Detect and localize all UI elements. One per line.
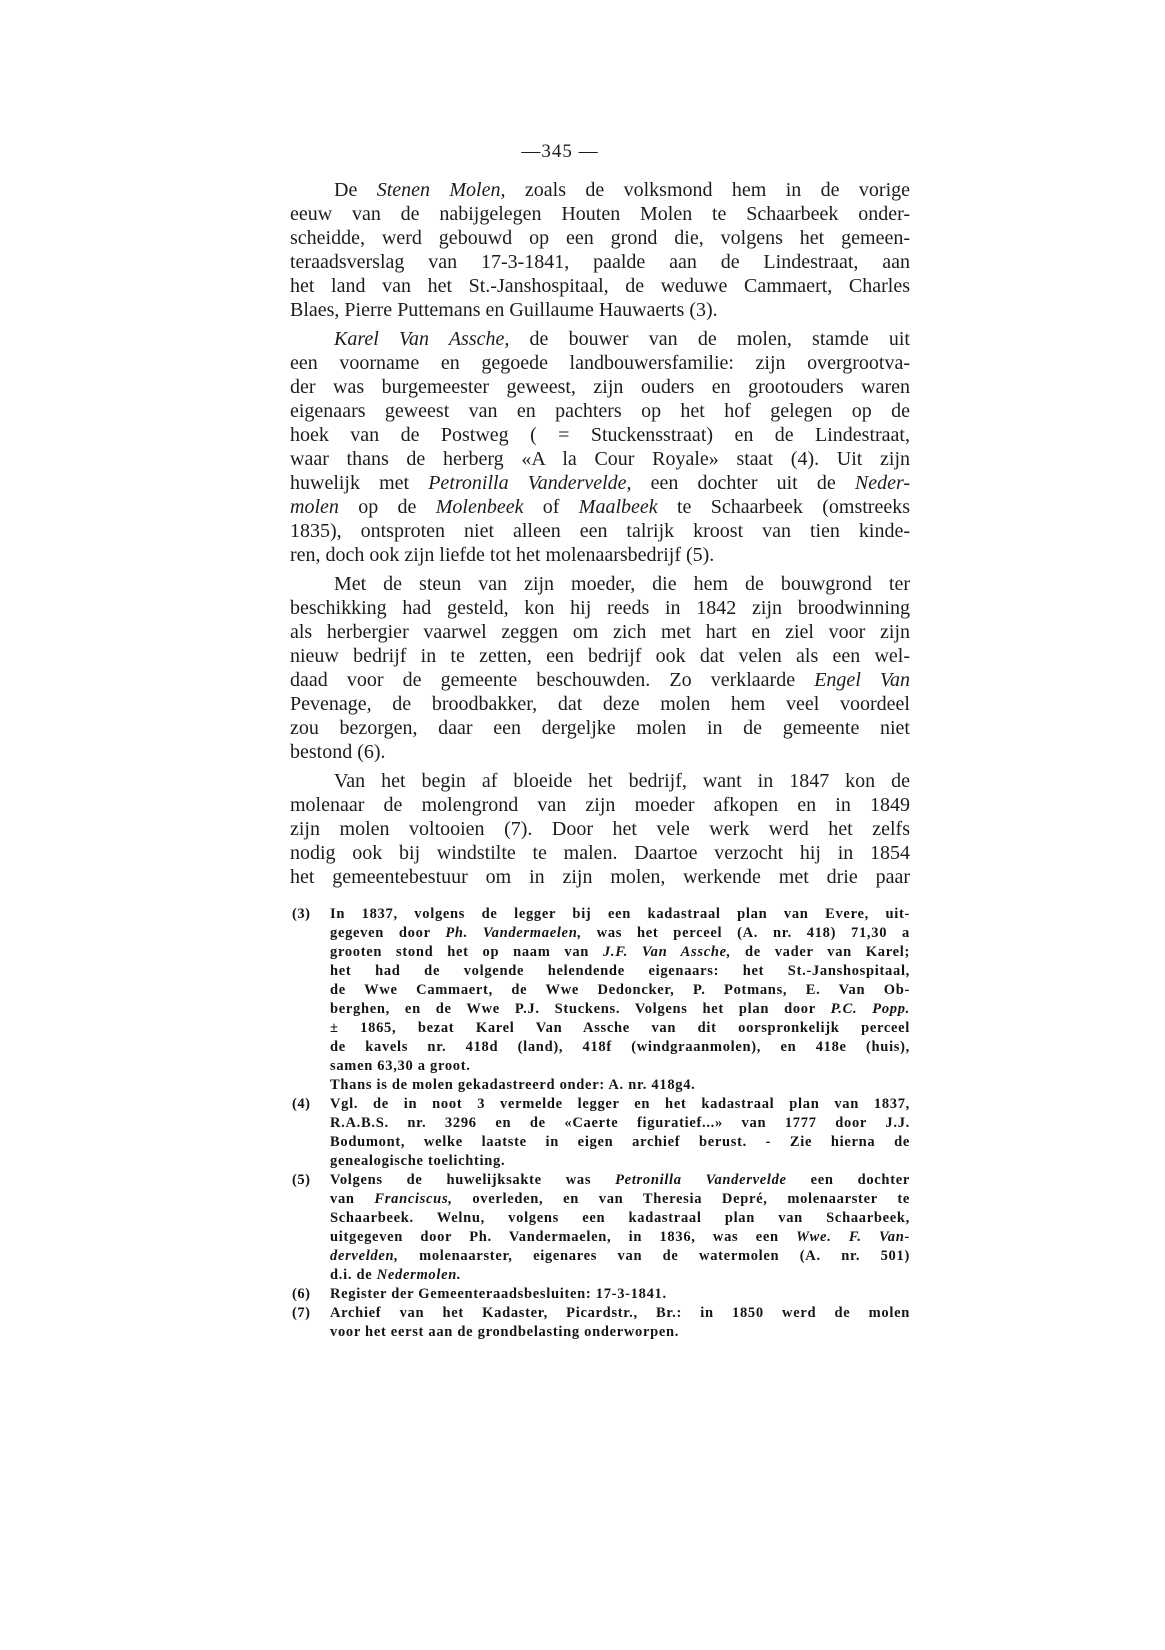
footnote-marker: (6)	[292, 1286, 311, 1302]
footnote-line: Register der Gemeenteraadsbesluiten: 17-3-1841.	[330, 1286, 667, 1302]
text-run: berghen, en de Wwe P.J. Stuckens. Volgens het plan door	[330, 1001, 831, 1017]
footnote-line	[330, 1247, 910, 1266]
footnote-line: de kavels nr. 418d (land), 418f (windgraanmolen), en 418e (huis),	[330, 1039, 910, 1055]
footnote-line: Bodumont, welke laatste in eigen archief berust. - Zie hierna de	[330, 1134, 910, 1150]
emphasis: Neder-	[854, 472, 910, 494]
emphasis: Stenen Molen,	[376, 179, 506, 201]
text-line: hoek van de Postweg ( = Stuckensstraat) en de Lindestraat,	[290, 424, 910, 446]
text-run: op de	[338, 496, 436, 518]
text-line	[290, 327, 910, 351]
text-line: Blaes, Pierre Puttemans en Guillaume Hauwaerts (3).	[290, 299, 718, 321]
footnote-3	[292, 905, 910, 1095]
emphasis: Petronilla Vandervelde	[615, 1172, 787, 1188]
emphasis: Maalbeek	[578, 496, 658, 518]
footnote-line: ± 1865, bezat Karel Van Assche van dit oorspronkelijk perceel	[330, 1020, 910, 1036]
emphasis: Ph. Vandermaelen,	[445, 925, 582, 941]
text-line	[290, 668, 910, 692]
page-number: —345 —	[521, 141, 599, 162]
emphasis: Nedermolen.	[376, 1267, 462, 1283]
text-run: Volgens de huwelijksakte was	[330, 1172, 616, 1188]
text-line: waar thans de herberg «A la Cour Royale» staat (4). Uit zijn	[290, 448, 910, 470]
text-line: als herbergier vaarwel zeggen om zich met hart en ziel voor zijn	[290, 621, 910, 643]
text-run: overleden, en van Theresia Depré, molenaarster te	[452, 1191, 910, 1207]
text-run: een dochter	[786, 1172, 910, 1188]
footnote-line: In 1837, volgens de legger bij een kadastraal plan van Evere, uit-	[330, 906, 910, 922]
footnote-line: voor het eerst aan de grondbelasting onderworpen.	[330, 1324, 680, 1340]
text-run: zoals de volksmond hem in de vorige	[505, 179, 911, 201]
footnote-line: R.A.B.S. nr. 3296 en de «Caerte figuratief...» van 1777 door J.J.	[330, 1115, 910, 1131]
text-run: uitgegeven door Ph. Vandermaelen, in 1836, was een	[330, 1229, 797, 1245]
text-line: zijn molen voltooien (7). Door het vele werk werd het zelfs	[290, 818, 910, 840]
emphasis: J.F. Van Assche,	[602, 944, 732, 960]
text-run: daad voor de gemeente beschouwden. Zo verklaarde	[290, 669, 815, 691]
text-run: d.i. de	[330, 1267, 377, 1283]
footnote-line: Archief van het Kadaster, Picardstr., Br.: in 1850 werd de molen	[330, 1305, 910, 1321]
footnote-line: de Wwe Cammaert, de Wwe Dedoncker, P. Potmans, E. Van Ob-	[330, 982, 910, 998]
text-run: De	[334, 179, 377, 201]
footnote-5	[292, 1171, 910, 1285]
paragraph	[290, 769, 910, 889]
text-line: Pevenage, de broodbakker, dat deze molen hem veel voordeel	[290, 693, 910, 715]
text-line: bestond (6).	[290, 741, 386, 763]
emphasis: dervelden,	[330, 1248, 399, 1264]
text-line	[290, 471, 910, 495]
text-run: de bouwer van de molen, stamde uit	[509, 328, 910, 350]
emphasis: Molenbeek	[435, 496, 524, 518]
text-line: eigenaars geweest van en pachters op het hof gelegen op de	[290, 400, 910, 422]
footnote-line	[330, 924, 910, 943]
footnote-line: samen 63,30 a groot.	[330, 1058, 471, 1074]
footnote-marker: (7)	[292, 1305, 311, 1321]
footnote-6	[292, 1285, 910, 1304]
footnote-marker: (4)	[292, 1096, 311, 1112]
text-line: ren, doch ook zijn liefde tot het molenaarsbedrijf (5).	[290, 544, 715, 566]
text-line: nodig ook bij windstilte te malen. Daartoe verzocht hij in 1854	[290, 842, 910, 864]
text-run: een dochter uit de	[631, 472, 855, 494]
text-line: zou bezorgen, daar een dergeljke molen in de gemeente niet	[290, 717, 910, 739]
text-run: de vader van Karel;	[731, 944, 910, 960]
emphasis: Karel Van Assche,	[334, 328, 510, 350]
text-run: of	[523, 496, 579, 518]
emphasis: Franciscus,	[374, 1191, 453, 1207]
text-line: het land van het St.-Janshospitaal, de weduwe Cammaert, Charles	[290, 275, 910, 297]
text-run: huwelijk met	[290, 472, 429, 494]
text-run: molenaarster, eigenares van de watermolen (A. nr. 501)	[398, 1248, 910, 1264]
footnote-7	[292, 1304, 910, 1342]
text-line: eeuw van de nabijgelegen Houten Molen te Schaarbeek onder-	[290, 203, 910, 225]
footnote-marker: (5)	[292, 1172, 311, 1188]
text-run: was het perceel (A. nr. 418) 71,30 a	[581, 925, 910, 941]
text-line	[290, 495, 910, 519]
footnotes	[292, 905, 910, 1342]
footnote-line	[330, 1228, 910, 1247]
paragraph	[290, 327, 910, 567]
emphasis: Engel Van	[814, 669, 910, 691]
text-line: Van het begin af bloeide het bedrijf, want in 1847 kon de	[334, 770, 910, 792]
paragraph	[290, 178, 910, 322]
text-line: beschikking had gesteld, kon hij reeds in 1842 zijn broodwinning	[290, 597, 910, 619]
text-line: nieuw bedrijf in te zetten, een bedrijf ook dat velen als een wel-	[290, 645, 910, 667]
emphasis: molen	[290, 496, 339, 518]
footnote-line: genealogische toelichting.	[330, 1153, 506, 1169]
text-line: 1835), ontsproten niet alleen een talrijk kroost van tien kinde-	[290, 520, 910, 542]
text-run: grooten stond het op naam van	[330, 944, 603, 960]
text-line: een voorname en gegoede landbouwersfamilie: zijn overgrootva-	[290, 352, 910, 374]
footnote-line	[330, 1266, 910, 1285]
text-line: teraadsverslag van 17-3-1841, paalde aan de Lindestraat, aan	[290, 251, 910, 273]
footnote-line: het had de volgende helendende eigenaars: het St.-Janshospitaal,	[330, 963, 910, 979]
text-run: van	[330, 1191, 375, 1207]
footnote-line: Schaarbeek. Welnu, volgens een kadastraal plan van Schaarbeek,	[330, 1210, 910, 1226]
paragraph	[290, 572, 910, 764]
footnote-line	[330, 1171, 910, 1190]
text-line: scheidde, werd gebouwd op een grond die, volgens het gemeen-	[290, 227, 910, 249]
footnote-4	[292, 1095, 910, 1171]
text-run: te Schaarbeek (omstreeks	[657, 496, 910, 518]
text-line: der was burgemeester geweest, zijn ouders en grootouders waren	[290, 376, 910, 398]
emphasis: Petronilla Vandervelde,	[428, 472, 632, 494]
footnote-line: Vgl. de in noot 3 vermelde legger en het kadastraal plan van 1837,	[330, 1096, 910, 1112]
text-line: het gemeentebestuur om in zijn molen, werkende met drie paar	[290, 866, 910, 888]
emphasis: P.C. Popp.	[830, 1001, 910, 1017]
text-run: gegeven door	[330, 925, 446, 941]
footnote-line	[330, 1000, 910, 1019]
text-line	[290, 178, 910, 202]
footnote-marker: (3)	[292, 906, 311, 922]
emphasis: Wwe. F. Van-	[796, 1229, 910, 1245]
body-text	[290, 178, 910, 889]
footnote-line: Thans is de molen gekadastreerd onder: A. nr. 418g4.	[330, 1077, 696, 1093]
text-line: molenaar de molengrond van zijn moeder afkopen en in 1849	[290, 794, 910, 816]
footnote-line	[330, 1190, 910, 1209]
text-line: Met de steun van zijn moeder, die hem de bouwgrond ter	[334, 573, 910, 595]
footnote-line	[330, 943, 910, 962]
